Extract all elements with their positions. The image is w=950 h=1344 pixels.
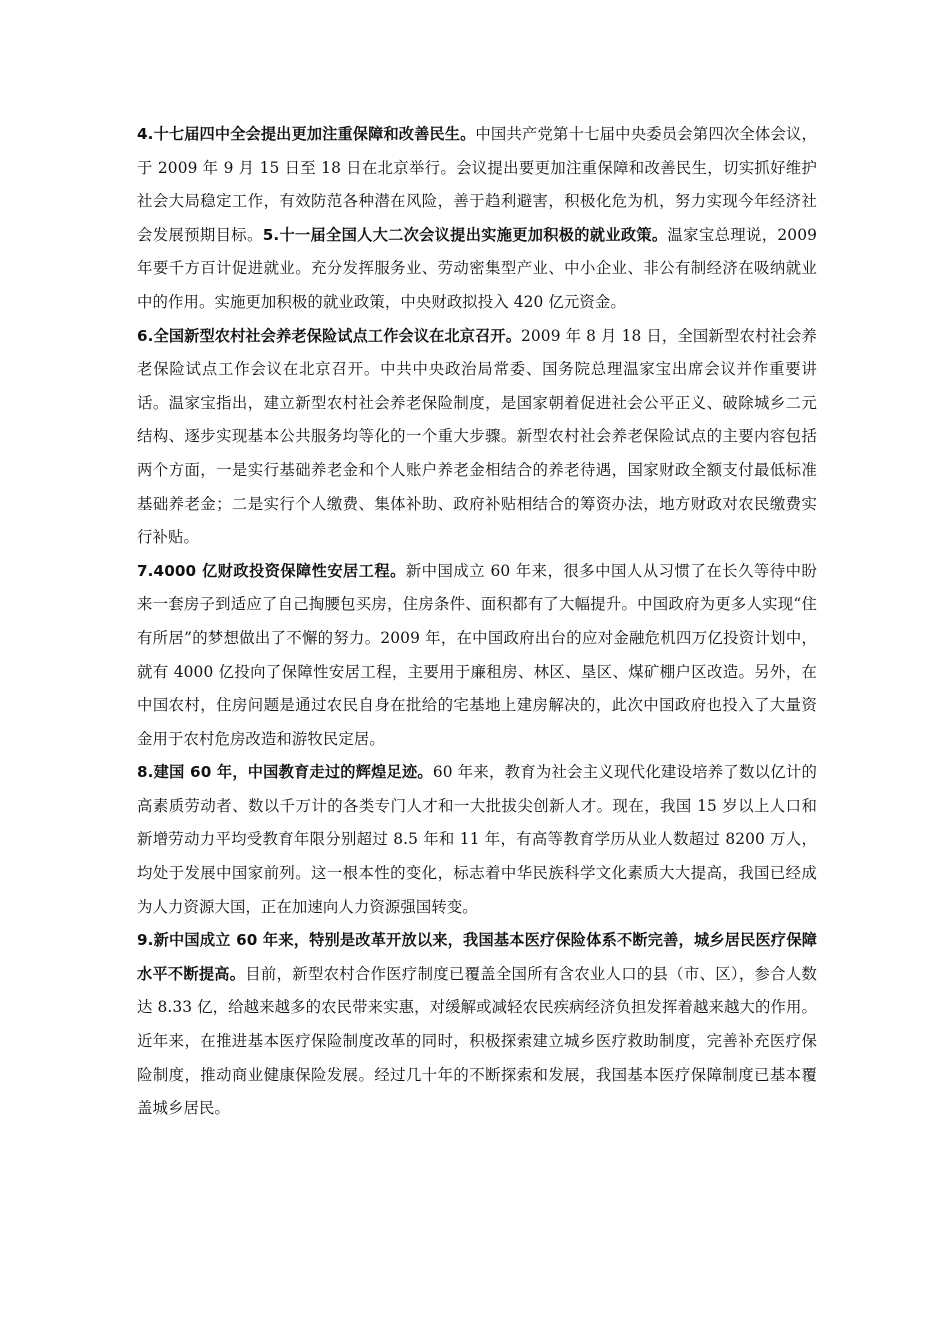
body-item-5: 温家宝总理说，2009 年要千方百计促进就业。充分发挥服务业、劳动密集型产业、中小企业、非公有制经济在吸纳就业中的作用。实施更加积极的就业政策，中央财政拟投入 420 亿元资金。 [137, 225, 817, 311]
body-item-7: 新中国成立 60 年来，很多中国人从习惯了在长久等待中盼来一套房子到适应了自己掏腰包买房，住房条件、面积都有了大幅提升。中国政府为更多人实现“住有所居”的梦想做出了不懈的努力。2009 年，在中国政府出台的应对金融危机四万亿投资计划中，就有 4000 亿投向了保障性安居工程，主要用于廉租房、林区、垦区、煤矿棚户区改造。另外，在中国农村，住房问题是通过农民自身在批给的宅基地上建房解决的，此次中国政府也投入了大量资金用于农村危房改造和游牧民定居。 [137, 561, 817, 748]
document-body [137, 118, 817, 1126]
heading-item-6: 6.全国新型农村社会养老保险试点工作会议在北京召开。 [137, 326, 522, 345]
body-item-4: 中国共产党第十七届中央委员会第四次全体会议，于 2009 年 9 月 15 日至 18 日在北京举行。会议提出要更加注重保障和改善民生，切实抓好维护社会大局稳定工作，有效防范各种潜在风险，善于趋利避害，积极化危为机，努力实现今年经济社会发展预期目标。 [137, 125, 817, 244]
heading-item-4: 4.十七届四中全会提出更加注重保障和改善民生。 [137, 125, 476, 143]
paragraph-4-5 [137, 118, 817, 320]
paragraph-6 [137, 320, 817, 555]
paragraph-9 [137, 924, 817, 1126]
heading-item-7: 7.4000 亿财政投资保障性安居工程。 [137, 561, 406, 580]
heading-item-9: 9.新中国成立 60 年来，特别是改革开放以来，我国基本医疗保险体系不断完善，城乡居民医疗保障水平不断提高。 [137, 931, 817, 983]
heading-item-5: 5.十一届全国人大二次会议提出实施更加积极的就业政策。 [262, 225, 668, 244]
paragraph-8 [137, 756, 817, 924]
body-item-8: 60 年来，教育为社会主义现代化建设培养了数以亿计的高素质劳动者、数以千万计的各类专门人才和一大批拔尖创新人才。现在，我国 15 岁以上人口和新增劳动力平均受教育年限分别超过 8.5 年和 11 年，有高等教育学历从业人数超过 8200 万人，均处于发展中国家前列。这一根本性的变化，标志着中华民族科学文化素质大大提高，我国已经成为人力资源大国，正在加速向人力资源强国转变。 [137, 763, 818, 916]
paragraph-7 [137, 555, 817, 757]
body-item-6: 2009 年 8 月 18 日，全国新型农村社会养老保险试点工作会议在北京召开。中共中央政治局常委、国务院总理温家宝出席会议并作重要讲话。温家宝指出，建立新型农村社会养老保险制度，是国家朝着促进社会公平正义、破除城乡二元结构、逐步实现基本公共服务均等化的一个重大步骤。新型农村社会养老保险试点的主要内容包括两个方面，一是实行基础养老金和个人账户养老金相结合的养老待遇，国家财政全额支付最低标准基础养老金；二是实行个人缴费、集体补助、政府补贴相结合的筹资办法，地方财政对农民缴费实行补贴。 [137, 326, 817, 547]
body-item-9: 目前，新型农村合作医疗制度已覆盖全国所有含农业人口的县（市、区），参合人数达 8.33 亿，给越来越多的农民带来实惠，对缓解或减轻农民疾病经济负担发挥着越来越大的作用。近年来，在推进基本医疗保险制度改革的同时，积极探索建立城乡医疗救助制度，完善补充医疗保险制度，推动商业健康保险发展。经过几十年的不断探索和发展，我国基本医疗保障制度已基本覆盖城乡居民。 [137, 964, 817, 1118]
heading-item-8: 8.建国 60 年，中国教育走过的辉煌足迹。 [137, 763, 433, 782]
